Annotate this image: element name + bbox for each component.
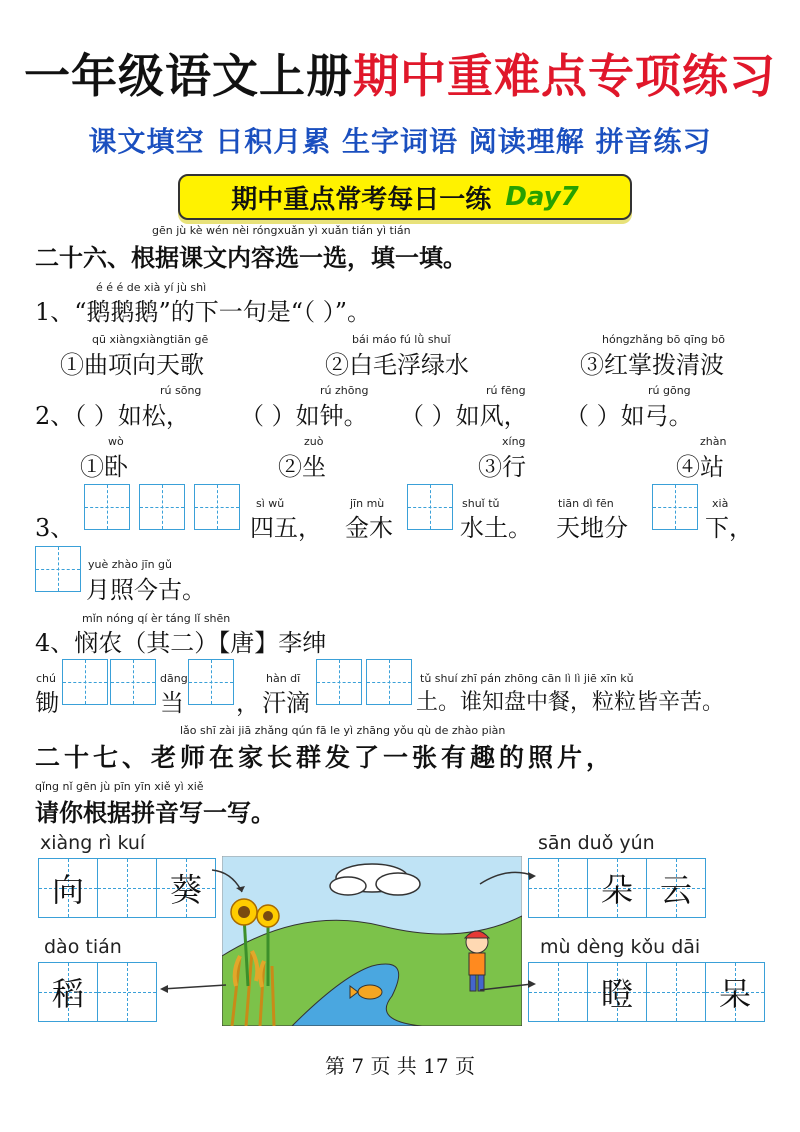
- q4-handi-pinyin: hàn dī: [266, 672, 301, 685]
- char-box[interactable]: 稻: [38, 962, 98, 1022]
- answer-box[interactable]: [188, 659, 234, 705]
- answer-box[interactable]: [139, 484, 185, 530]
- q1-opt3-pinyin: hóngzhǎng bō qīng bō: [602, 333, 726, 346]
- answer-box[interactable]: [62, 659, 108, 705]
- char-box[interactable]: 云: [646, 858, 706, 918]
- word2-pinyin: dào tián: [44, 936, 122, 958]
- q3-xia-pinyin: xià: [712, 497, 729, 510]
- char-box[interactable]: 瞪: [587, 962, 647, 1022]
- banner-text: 期中重点常考每日一练: [231, 184, 492, 215]
- q2-option-1: ①卧: [80, 453, 128, 481]
- answer-box[interactable]: [366, 659, 412, 705]
- q3-line2: 月照今古。: [86, 576, 206, 604]
- q4-dang: 当: [160, 689, 184, 717]
- q2-part-1: 2、（ ）如松，: [35, 402, 190, 430]
- heading-27-line1: 二十七、老师在家长群发了一张有趣的照片，: [35, 743, 616, 772]
- subtitle: 课文填空 日积月累 生字词语 阅读理解 拼音练习: [88, 125, 712, 158]
- heading-26: 二十六、根据课文内容选一选，填一填。: [35, 244, 467, 272]
- q1-option-2: ②白毛浮绿水: [325, 351, 469, 379]
- char-box[interactable]: 葵: [156, 858, 216, 918]
- q3-tiandifen: 天地分: [556, 514, 628, 542]
- q1-pinyin: é é é de xià yí jù shì: [96, 281, 207, 294]
- q2-p4-pinyin: rú gōng: [648, 384, 691, 397]
- q3-jinmu-pinyin: jīn mù: [350, 497, 385, 510]
- answer-box[interactable]: [35, 546, 81, 592]
- title-black: 一年级语文上册: [24, 49, 353, 103]
- q2-part-4: （ ）如弓。: [565, 402, 693, 430]
- q3-shuitu: 水土。: [460, 514, 532, 542]
- scene-illustration: [222, 856, 522, 1026]
- word1-pinyin: xiàng rì kuí: [40, 832, 146, 854]
- q1-option-3: ③红掌拨清波: [580, 351, 724, 379]
- word3-pinyin: sān duǒ yún: [538, 832, 655, 854]
- char-box[interactable]: [97, 962, 157, 1022]
- q4-handi: 汗滴: [262, 689, 310, 717]
- q2-part-3: （ ）如风，: [400, 402, 528, 430]
- q4-rest: 土。谁知盘中餐，粒粒皆辛苦。: [416, 690, 725, 715]
- answer-box[interactable]: [316, 659, 362, 705]
- page-footer: 第 7 页 共 17 页: [325, 1054, 475, 1078]
- q3-line2-pinyin: yuè zhào jīn gǔ: [88, 558, 172, 571]
- q2-option-2: ②坐: [278, 453, 326, 481]
- char-box[interactable]: 向: [38, 858, 98, 918]
- q3-xia: 下，: [705, 514, 753, 542]
- answer-box[interactable]: [194, 484, 240, 530]
- q3-siwu: 四五，: [250, 514, 322, 542]
- heading27-pinyin1: lǎo shī zài jiā zhǎng qún fā le yì zhāng yǒu qù de zhào piàn: [180, 724, 506, 737]
- q1-opt2-pinyin: bái máo fú lǜ shuǐ: [352, 333, 451, 346]
- arrow-icon: [210, 862, 250, 902]
- q4-chu: 锄: [35, 689, 59, 717]
- q2-p2-pinyin: rú zhōng: [320, 384, 369, 397]
- heading26-pinyin: gēn jù kè wén nèi róngxuǎn yì xuǎn tián yì tián: [152, 224, 411, 237]
- q4-title-pinyin: mǐn nóng qí èr táng lǐ shēn: [82, 612, 231, 625]
- q2-opt1-pinyin: wò: [108, 435, 124, 448]
- banner-day: Day7: [505, 182, 579, 212]
- q1-text: 1、“鹅鹅鹅”的下一句是“（ ）”。: [35, 298, 371, 326]
- q3-shuitu-pinyin: shuǐ tǔ: [462, 497, 500, 510]
- answer-box[interactable]: [652, 484, 698, 530]
- q2-p1-pinyin: rú sōng: [160, 384, 202, 397]
- q4-title: 4、悯农（其二）【唐】李绅: [35, 629, 327, 657]
- q2-opt3-pinyin: xíng: [502, 435, 526, 448]
- q4-rest-pinyin: tǔ shuí zhī pán zhōng cān lì lì jiē xīn kǔ: [420, 672, 634, 685]
- char-box[interactable]: [646, 962, 706, 1022]
- page-title: [0, 40, 800, 106]
- title-red: 期中重难点专项练习: [353, 49, 776, 103]
- answer-box[interactable]: [84, 484, 130, 530]
- answer-box[interactable]: [407, 484, 453, 530]
- q3-tiandifen-pinyin: tiān dì fēn: [558, 497, 614, 510]
- q2-p3-pinyin: rú fēng: [486, 384, 526, 397]
- q2-option-3: ③行: [478, 453, 526, 481]
- heading-27-line2: 请你根据拼音写一写。: [35, 799, 275, 827]
- q4-comma: ，: [236, 689, 260, 717]
- q2-part-2: （ ）如钟。: [240, 402, 368, 430]
- char-box[interactable]: [97, 858, 157, 918]
- q4-chu-pinyin: chú: [36, 672, 56, 685]
- answer-box[interactable]: [110, 659, 156, 705]
- q3-siwu-pinyin: sì wǔ: [256, 497, 285, 510]
- q1-option-1: ①曲项向天歌: [60, 351, 204, 379]
- word4-pinyin: mù dèng kǒu dāi: [540, 936, 701, 958]
- q2-opt4-pinyin: zhàn: [700, 435, 727, 448]
- q1-opt1-pinyin: qū xiàngxiàngtiān gē: [92, 333, 209, 346]
- q3-number: 3、: [35, 514, 75, 542]
- q2-opt2-pinyin: zuò: [304, 435, 324, 448]
- q2-option-4: ④站: [676, 453, 724, 481]
- q4-dang-pinyin: dāng: [160, 672, 188, 685]
- arrow-icon: [158, 975, 228, 1005]
- char-box[interactable]: 呆: [705, 962, 765, 1022]
- q3-jinmu: 金木: [345, 514, 393, 542]
- arrow-icon: [478, 972, 538, 1002]
- heading27-pinyin2: qǐng nǐ gēn jù pīn yīn xiě yì xiě: [35, 780, 204, 793]
- char-box[interactable]: 朵: [587, 858, 647, 918]
- daily-banner: [178, 174, 632, 220]
- arrow-icon: [478, 862, 538, 892]
